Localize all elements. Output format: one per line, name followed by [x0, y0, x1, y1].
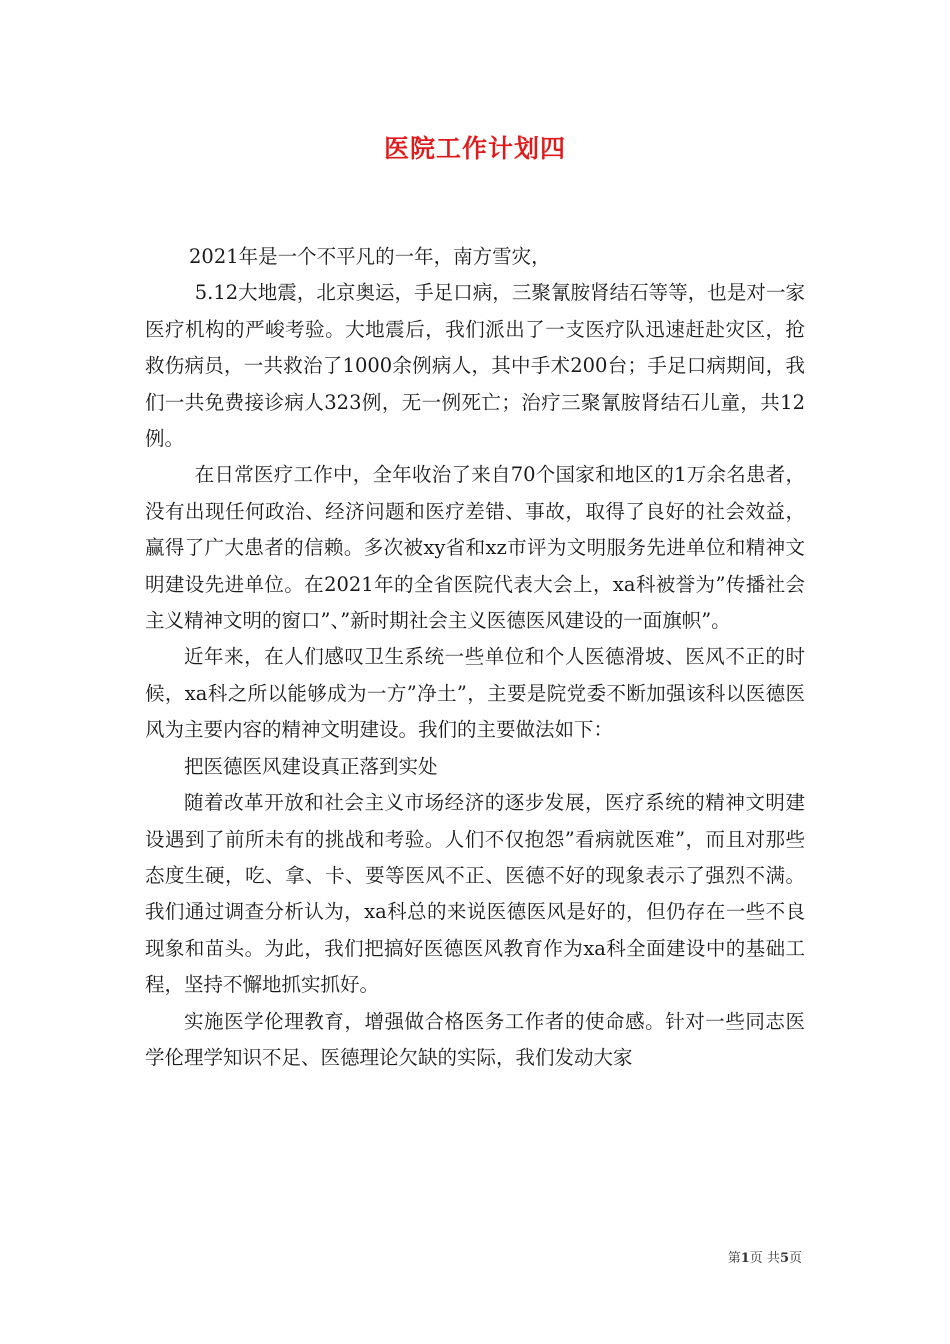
- document-body: [145, 239, 805, 1076]
- page-footer: [728, 1250, 802, 1268]
- paragraph-4: 近年来，在人们感叹卫生系统一些单位和个人医德滑坡、医风不正的时候，xa科之所以能够成为一方”净土”，主要是院党委不断加强该科以医德医风为主要内容的精神文明建设。我们的主要做法如下：: [145, 645, 805, 742]
- footer-total-pages: 5: [779, 1251, 789, 1266]
- paragraph-6: 实施医学伦理教育，增强做合格医务工作者的使命感。针对一些同志医学伦理学知识不足、医德理论欠缺的实际，我们发动大家: [145, 1009, 805, 1069]
- footer-suffix: 页: [788, 1251, 802, 1266]
- paragraph-2: 5.12大地震，北京奥运，手足口病，三聚氰胺肾结石等等，也是对一家医疗机构的严峻考验。大地震后，我们派出了一支医疗队迅速赶赴灾区，抢救伤病员，一共救治了1000余例病人，其中手术200台；手足口病期间，我们一共免费接诊病人323例，无一例死亡；治疗三聚氰胺肾结石儿童，共12例。: [145, 281, 805, 451]
- document-title: 医院工作计划四: [383, 134, 566, 163]
- footer-current-page: 1: [740, 1251, 750, 1266]
- section-heading: 把医德医风建设真正落到实处: [184, 754, 438, 778]
- footer-prefix: 第: [727, 1251, 741, 1266]
- paragraph-1: 2021年是一个不平凡的一年，南方雪灾，: [189, 245, 551, 268]
- paragraph-3: 在日常医疗工作中，全年收治了来自70个国家和地区的1万余名患者，没有出现任何政治、经济问题和医疗差错、事故，取得了良好的社会效益，赢得了广大患者的信赖。多次被xy省和xz市评为文明服务先进单位和精神文明建设先进单位。在2021年的全省医院代表大会上，xa科被誉为”传播社会主义精神文明的窗口”、”新时期社会主义医德医风建设的一面旗帜”。: [145, 463, 805, 633]
- footer-middle: 页 共: [749, 1251, 780, 1266]
- paragraph-5: 随着改革开放和社会主义市场经济的逐步发展，医疗系统的精神文明建设遇到了前所未有的挑战和考验。人们不仅抱怨”看病就医难”，而且对那些态度生硬，吃、拿、卡、要等医风不正、医德不好的现象表示了强烈不满。我们通过调查分析认为，xa科总的来说医德医风是好的，但仍存在一些不良现象和苗头。为此，我们把搞好医德医风教育作为xa科全面建设中的基础工程，坚持不懈地抓实抓好。: [145, 791, 805, 997]
